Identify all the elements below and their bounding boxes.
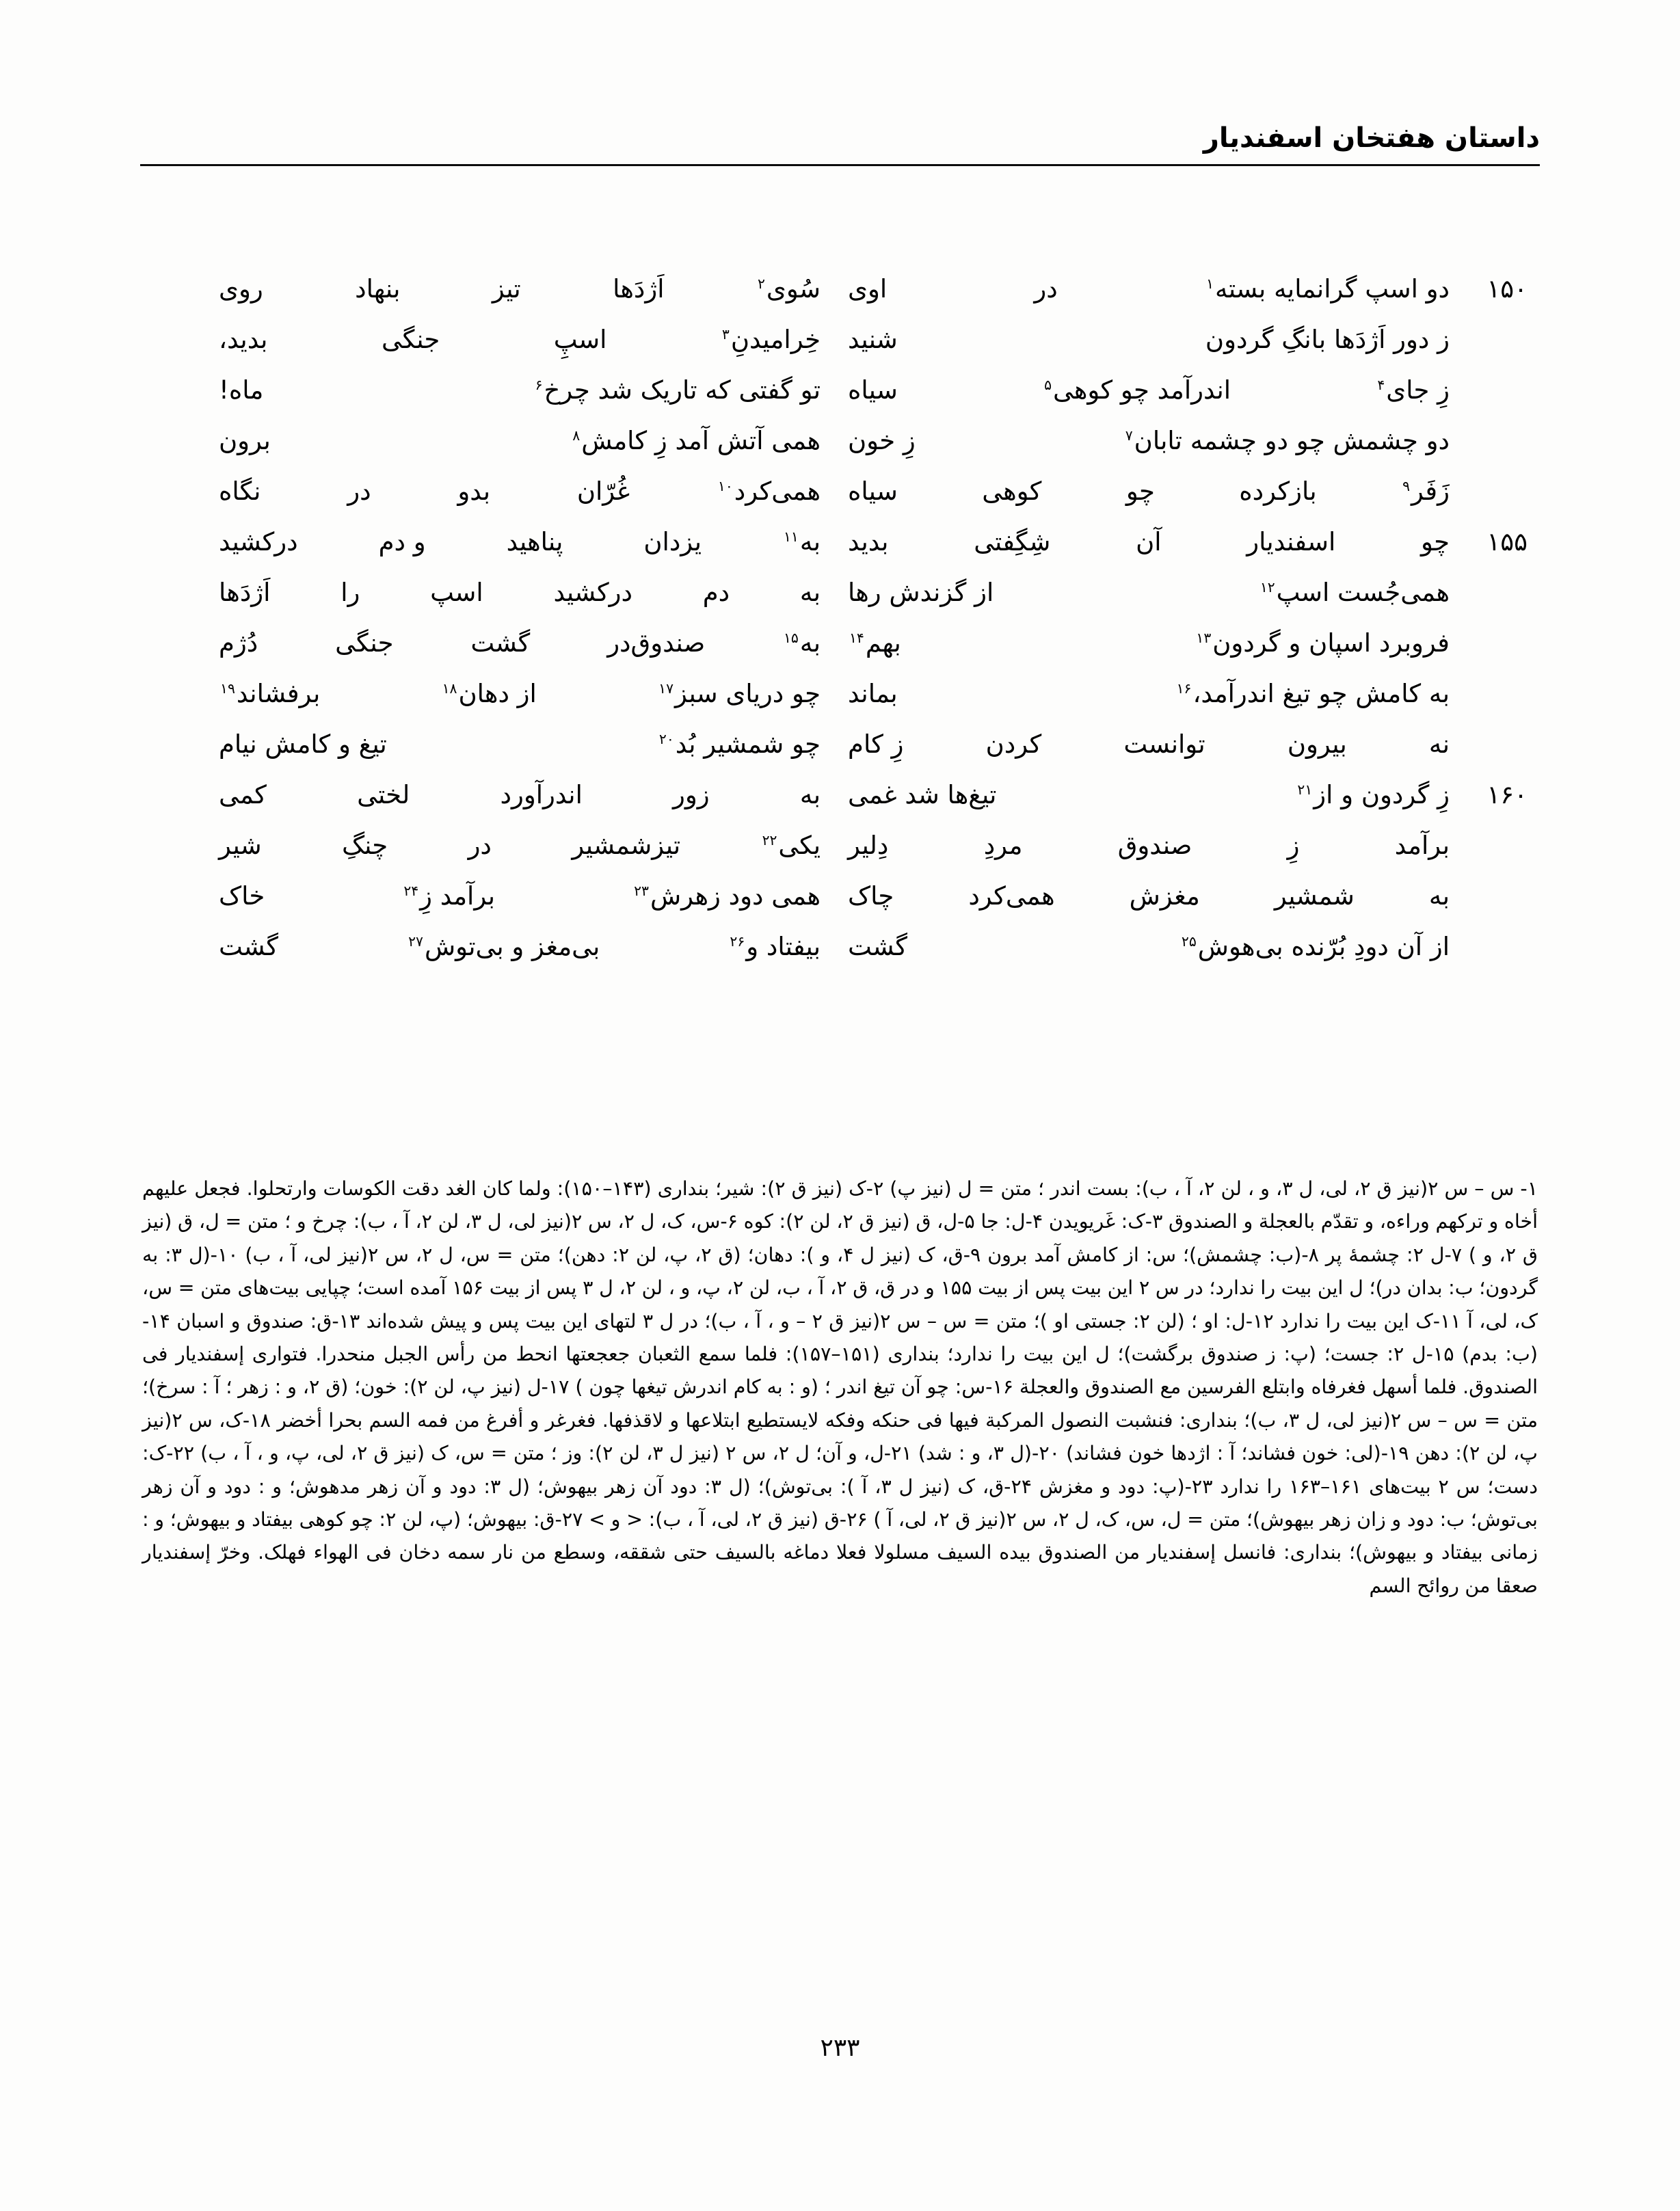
verse-word: درکشید — [553, 578, 632, 607]
verse-word: همی‌کرد — [968, 881, 1055, 911]
hemistich-first — [821, 830, 1450, 861]
verse-word: یکی$^{۲۲}$ — [762, 831, 821, 860]
verse-word: اَژدَها — [219, 578, 271, 607]
verse-word: بهم$^{۱۴}$ — [849, 628, 901, 658]
verse-word: سیاه — [848, 477, 898, 506]
hemistich-second — [219, 324, 821, 356]
verse-word: چاک — [848, 881, 894, 911]
verse-couplet — [140, 324, 1540, 375]
verse-word: شمشیر — [1274, 881, 1355, 911]
hemistich-first — [821, 729, 1450, 760]
verse-word: کوهی — [982, 477, 1042, 506]
verse-couplet — [140, 779, 1540, 830]
folio-number: ۲۳۳ — [820, 2034, 860, 2062]
footnote-marker: ۱۱ — [784, 528, 799, 545]
verse-word: تیزشمشیر — [572, 831, 681, 860]
verse-word: توانست — [1123, 729, 1205, 759]
hemistich-first — [821, 628, 1450, 659]
verse-word: تو گفتی که تاریک شد چرخ$^۶$ — [535, 375, 821, 405]
verse-word: در — [347, 477, 371, 506]
hemistich-first — [821, 577, 1450, 608]
verse-word: صندوق‌در — [607, 628, 706, 658]
verse-word: همی‌کرد$^{۱۰}$ — [717, 477, 821, 506]
verse-word: روی — [219, 274, 263, 304]
verse-word: تیغ‌ها شد غمی — [848, 780, 997, 809]
verse-couplet — [140, 273, 1540, 324]
verse-word: اسپِ — [553, 325, 607, 354]
verse-word: بدید — [848, 527, 889, 557]
verse-word: همی دود زهرش$^{۲۳}$ — [634, 881, 821, 911]
verse-word: در — [468, 831, 492, 860]
verse-word: شیر — [219, 831, 262, 860]
verse-word: سیاه — [848, 375, 898, 405]
footnote-marker: ۲۲ — [762, 831, 777, 848]
footnote-marker: ۲۰ — [658, 730, 674, 747]
footnote-marker: ۶ — [535, 376, 543, 393]
hemistich-first — [821, 375, 1450, 406]
footnote-marker: ۱۸ — [442, 680, 457, 697]
verse-word: اسفندیار — [1246, 527, 1336, 557]
verse-word: تیز — [492, 274, 521, 304]
hemistich-second — [219, 678, 821, 710]
hemistich-second — [219, 526, 821, 558]
verse-word: بازکرده — [1239, 477, 1317, 506]
verse-word: گشت — [848, 932, 907, 961]
page-title: داستان هفتخان اسفندیار — [1203, 122, 1540, 154]
verse-word: شنید — [848, 325, 898, 354]
footnote-text: ۱- س – س ۲(نیز ق ۲، لی، ل ۳، و ، لن ۲، آ ، ب): بست اندر ؛ متن = ل (نیز پ) ۲-ک (نیز ق ۲): شیر؛ بنداری (۱۴۳–۱۵۰): ولما کان الغد دقت الکوسات وارتحلوا. فجعل علیهم أخاه و ترکهم وراءه، و تقدّم بالعجلة و الصندوق ۳-ک: غَریویدن ۴-ل: جا ۵-ل، ق (نیز ق ۲، لن ۲): کوه ۶-س، ک، ل ۲، س ۲(نیز لی، ل ۳، لن ۲، آ ، ب): چرخ و ؛ متن = ل، ق (نیز ق ۲، و ) ۷-ل ۲: چشمهٔ پر ۸-(ب: چشمش)؛ س: از کامش آمد برون ۹-ق، ک (نیز ل ۴، و ): دهان؛ (ق ۲، پ، لن ۲: دهن)؛ متن = س، ل ۲، س ۲(نیز لی، آ ، ب) ۱۰-(ل ۳: به گردون؛ ب: بدان در)؛ ل این بیت را ندارد؛ در س ۲ این بیت پس از بیت ۱۵۵ و در ق، ق ۲، آ ، ب، لن ۲، پ، و ، لن ۲، ل ۳ پس از بیت ۱۵۶ آمده است؛ چپایی بیت‌های متن = س، ک، لی، آ ۱۱-ک این بیت را ندارد ۱۲-ل: او ؛ (لن ۲: جستی او )؛ متن = س – س ۲(نیز ق ۲ – و ، آ ، ب)؛ در ل ۳ لتهای این بیت پس و پیش شده‌اند ۱۳-ق: صندوق و اسبان ۱۴-(ب: بدم) ۱۵-ل ۲: جست؛ (پ: ز صندوق برگشت)؛ ل این بیت را ندارد؛ بنداری (۱۵۱–۱۵۷): فلما سمع الثعبان جعجعتها انحط من رأس الجبل منحدرا. فتواری إسفندیار فی الصندوق. فلما أسهل فغرفاه وابتلع الفرسین مع الصندوق والعجلة ۱۶-س: چو آن تیغ اندر ؛ (و : به کام اندرش تیغها چون ) ۱۷-ل (نیز پ، لن ۲): خون؛ (ق ۲، و : زهر ؛ آ : سرخ)؛ متن = س – س ۲(نیز لی، ل ۳، ب)؛ بنداری: فنشبت النصول المرکبة فیها فی حنکه وفکه لایستطیع ابتلاعها و لاقذفها. فغرغر و أفرغ من فمه السم بحرا أخضر ۱۸-ک، س ۲(نیز پ، لن ۲): دهن ۱۹-(لی: خون فشاند؛ آ : اژدها خون فشاند) ۲۰-(ل ۳، و : شد) ۲۱-ل، و آن؛ ل ۲، س ۲ (نیز ل ۳، لن ۲): وز ؛ متن = س، ک (نیز ق ۲، لی، پ، و ، آ ، ب) ۲۲-ک: دست؛ س ۲ بیت‌های ۱۶۱–۱۶۳ را ندارد ۲۳-(پ: دود و مغزش ۲۴-ق، ک (نیز ل ۳، آ ): بی‌توش)؛ (ل ۳: دود آن زهر بیهوش؛ (ل ۳: دود و آن زهر مدهوش؛ و : دود و آن زهر بی‌توش؛ ب: دود و زان زهر بیهوش)؛ متن = ل، س، ک، ل ۲، س ۲(نیز ق ۲، لی، آ ) ۲۶-ق (نیز ق ۲، لی، آ ، ب): < و > ۲۷-ق: بیهوش؛ (پ، لن ۲: چو کوهی بیفتاد و بیهوش؛ و : زمانی بیفتاد و بیهوش)؛ بنداری: فانسل إسفندیار من الصندوق بیده السیف مسلولا فعلا دماغه بالسیف حتی شققه، وسطع من نار سمه دخان فی الهواء فهلک. وخرّ إسفندیار صعقا من روائح السم — [142, 1177, 1538, 1597]
verse-word: را — [341, 578, 360, 607]
footnote-marker: ۵ — [1044, 376, 1052, 393]
hemistich-second — [219, 375, 821, 406]
verse-couplet — [140, 425, 1540, 476]
hemistich-second — [219, 476, 821, 507]
verse-word: خاک — [219, 881, 265, 911]
verse-couplet — [140, 678, 1540, 729]
verse-word: دِلیر — [848, 831, 889, 860]
verse-word: تیغ و کامش نیام — [219, 729, 387, 759]
verse-word: مغزش — [1129, 881, 1200, 911]
hemistich-first — [821, 779, 1450, 811]
verse-couplet — [140, 375, 1540, 425]
hemistich-second — [219, 577, 821, 608]
verse-word: برفشاند$^{۱۹}$ — [220, 679, 321, 708]
verse-word: پناهید — [506, 527, 563, 557]
verse-word: دم — [702, 578, 730, 607]
verse-word: برآمد زِ$^{۲۴}$ — [403, 881, 496, 911]
running-header — [140, 122, 1540, 170]
verse-word: بیفتاد و$^{۲۶}$ — [730, 932, 821, 961]
hemistich-first — [821, 273, 1450, 305]
footnote-marker: ۷ — [1125, 427, 1133, 444]
footnote-marker: ۱۶ — [1176, 680, 1192, 697]
verse-word: زِ جای$^۴$ — [1377, 375, 1450, 405]
footnote-marker: ۲ — [757, 275, 765, 292]
verse-number: ۱۶۰ — [1486, 780, 1528, 809]
verse-word: سُوی$^۲$ — [757, 274, 821, 304]
verse-word: کردن — [985, 729, 1042, 759]
verse-word: به$^{۱۱}$ — [784, 527, 821, 557]
verse-number: ۱۵۵ — [1486, 527, 1528, 557]
verse-word: جنگی — [381, 325, 440, 354]
verse-couplet — [140, 476, 1540, 526]
hemistich-second — [219, 628, 821, 659]
hemistich-first — [821, 931, 1450, 963]
footnote-marker: ۲۵ — [1181, 933, 1197, 950]
verse-word: زِ گردون و از$^{۲۱}$ — [1297, 780, 1450, 809]
verse-word: و دم — [378, 527, 426, 557]
footnote-marker: ۴ — [1377, 376, 1385, 393]
verse-word: از گزندش رها — [848, 578, 994, 607]
hemistich-first — [821, 526, 1450, 558]
footnote-marker: ۱۴ — [849, 629, 864, 646]
verse-couplet — [140, 881, 1540, 931]
verse-word: ماه! — [219, 375, 264, 405]
verse-word: خِرامیدنِ$^۳$ — [721, 325, 821, 354]
verse-word: فروبرد اسپان و گردون$^{۱۳}$ — [1196, 628, 1450, 658]
verse-word: به کامش چو تیغ اندرآمد،$^{۱۶}$ — [1176, 679, 1450, 708]
verse-word: برآمد — [1394, 831, 1450, 860]
verse-word: اَژدَها — [613, 274, 665, 304]
verse-word: لختی — [357, 780, 410, 809]
verse-word: چو شمشیر بُد$^{۲۰}$ — [658, 729, 821, 759]
header-divider — [140, 164, 1540, 166]
hemistich-first — [821, 678, 1450, 710]
hemistich-first — [821, 425, 1450, 457]
verse-word: همی آتش آمد زِ کامش$^۸$ — [572, 426, 821, 455]
verse-couplet — [140, 830, 1540, 881]
verse-word: بیرون — [1287, 729, 1347, 759]
verse-word: چنگِ — [342, 831, 388, 860]
footnote-marker: ۲۷ — [408, 933, 423, 950]
verse-word: زور — [673, 780, 710, 809]
verse-word: زِ کام — [848, 729, 904, 759]
footnote-marker: ۲۱ — [1297, 781, 1313, 798]
footnote-apparatus — [142, 1172, 1538, 1603]
verse-word: برون — [219, 426, 271, 455]
verse-word: کمی — [219, 780, 267, 809]
verse-word: اندرآمد چو کوهی$^۵$ — [1044, 375, 1231, 405]
verse-word: به — [799, 780, 821, 809]
verse-word: اندرآورد — [500, 780, 583, 809]
verse-couplet — [140, 931, 1540, 982]
verse-word: چو دریای سبز$^{۱۷}$ — [658, 679, 821, 708]
hemistich-second — [219, 729, 821, 760]
hemistich-second — [219, 273, 821, 305]
verse-word: بماند — [848, 679, 898, 708]
hemistich-second — [219, 830, 821, 861]
footnote-marker: ۲۴ — [403, 882, 419, 899]
footnote-marker: ۱۰ — [717, 477, 733, 494]
verse-word: نه — [1428, 729, 1450, 759]
verse-couplet — [140, 526, 1540, 577]
footnote-marker: ۱۷ — [658, 680, 674, 697]
verse-couplet — [140, 577, 1540, 628]
verse-word: بدو — [457, 477, 491, 506]
verse-word: چو — [1125, 477, 1155, 506]
verse-word: زِ — [1287, 831, 1300, 860]
verse-word: غُرّان — [576, 477, 630, 506]
hemistich-second — [219, 881, 821, 912]
footnote-marker: ۱ — [1206, 275, 1214, 292]
hemistich-second — [219, 779, 821, 811]
verse-couplet — [140, 628, 1540, 678]
hemistich-first — [821, 881, 1450, 912]
verse-word: دو چشمش چو دو چشمه تابان$^۷$ — [1125, 426, 1450, 455]
footnote-marker: ۸ — [572, 427, 581, 444]
hemistich-second — [219, 931, 821, 963]
verse-word: بی‌مغز و بی‌توش$^{۲۷}$ — [408, 932, 600, 961]
footnote-marker: ۱۳ — [1196, 629, 1212, 646]
verse-word: بنهاد — [355, 274, 401, 304]
verse-word: یزدان — [643, 527, 702, 557]
verse-number: ۱۵۰ — [1486, 274, 1528, 304]
verse-word: به$^{۱۵}$ — [784, 628, 821, 658]
footnote-marker: ۱۲ — [1259, 578, 1275, 595]
footnote-marker: ۲۶ — [730, 933, 745, 950]
hemistich-first — [821, 324, 1450, 356]
verse-word: همی‌جُست اسپ$^{۱۲}$ — [1259, 578, 1450, 607]
verse-word: گشت — [470, 628, 531, 658]
footnote-marker: ۲۳ — [634, 882, 649, 899]
verse-word: آن — [1136, 527, 1162, 557]
verse-couplet — [140, 729, 1540, 779]
footnote-marker: ۱۵ — [784, 629, 799, 646]
verse-word: گشت — [219, 932, 278, 961]
verse-word: مردِ — [983, 831, 1023, 860]
verse-word: بدید، — [219, 325, 268, 354]
verse-word: اوی — [848, 274, 888, 304]
verse-word: دُژم — [219, 628, 258, 658]
verse-word: چو — [1421, 527, 1450, 557]
hemistich-first — [821, 476, 1450, 507]
footnote-marker: ۱۹ — [220, 680, 235, 697]
verse-word: از دهان$^{۱۸}$ — [442, 679, 537, 708]
verse-word: زِ خون — [848, 426, 916, 455]
verse-block — [140, 273, 1540, 982]
verse-word: زَفَر$^۹$ — [1402, 477, 1450, 506]
verse-word: نگاه — [219, 477, 261, 506]
footnote-marker: ۳ — [721, 325, 730, 343]
verse-word: اسپ — [430, 578, 483, 607]
verse-word: شِگِفتی — [974, 527, 1051, 557]
verse-word: دو اسپ گرانمایه بسته$^۱$ — [1206, 274, 1450, 304]
footnote-marker: ۹ — [1402, 477, 1411, 494]
verse-word: در — [1034, 274, 1058, 304]
verse-word: جنگی — [335, 628, 394, 658]
verse-word: ز دور اَژدَها بانگِ گردون — [1205, 325, 1450, 354]
verse-word: به — [1428, 881, 1450, 911]
verse-word: درکشید — [219, 527, 298, 557]
verse-word: صندوق — [1117, 831, 1192, 860]
verse-word: از آن دودِ بُرّنده بی‌هوش$^{۲۵}$ — [1181, 932, 1450, 961]
verse-word: به — [799, 578, 821, 607]
hemistich-second — [219, 425, 821, 457]
